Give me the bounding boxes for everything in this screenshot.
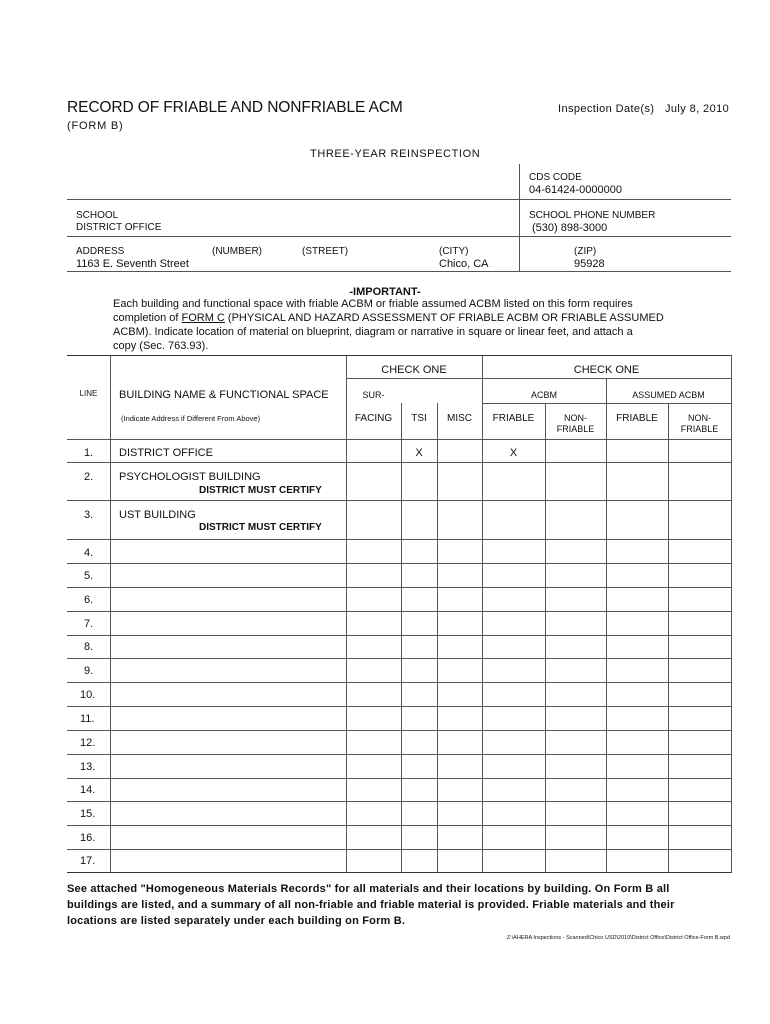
rule xyxy=(67,462,731,463)
rule xyxy=(67,754,731,755)
row-line: 9. xyxy=(84,665,94,677)
rule xyxy=(67,706,731,707)
zip-value: 95928 xyxy=(574,258,605,270)
row-line: 11. xyxy=(80,713,95,725)
file-path: Z:\AHERA Inspections - Scanned\Chico USD\2010\District Office\District Office-Form B.wpd xyxy=(506,935,730,941)
important-heading: -IMPORTANT- xyxy=(349,286,421,298)
building-header: BUILDING NAME & FUNCTIONAL SPACE xyxy=(119,389,329,401)
row-line: 10. xyxy=(80,689,96,701)
misc-header: MISC xyxy=(447,413,472,424)
row-line: 2. xyxy=(84,471,94,483)
check-one-header: CHECK ONE xyxy=(573,364,640,376)
footer-line-3: locations are listed separately under each building on Form B. xyxy=(67,915,406,927)
row-line: 14. xyxy=(80,784,96,796)
row-line: 5. xyxy=(84,570,94,582)
assumed-non-friable-header-1: NON- xyxy=(688,413,711,423)
school-label: SCHOOL xyxy=(76,210,119,221)
table-top-rule xyxy=(67,355,731,356)
row-note: DISTRICT MUST CERTIFY xyxy=(199,522,322,533)
number-label: (NUMBER) xyxy=(212,246,262,257)
table-bottom-rule xyxy=(67,872,731,873)
important-line-3: ACBM). Indicate location of material on blueprint, diagram or narrative in square or linear feet, and attach a xyxy=(113,326,633,338)
rule xyxy=(67,271,731,272)
row-building-name: UST BUILDING xyxy=(119,509,196,521)
row-building-name: DISTRICT OFFICE xyxy=(119,447,213,459)
row-line: 7. xyxy=(84,618,94,630)
inspection-date: July 8, 2010 xyxy=(665,103,730,115)
building-subheader: (Indicate Address if Different From Above) xyxy=(121,414,261,423)
address-label: ADDRESS xyxy=(76,246,125,257)
row-line: 4. xyxy=(84,547,94,559)
footer-line-1: See attached "Homogeneous Materials Records" for all materials and their locations by building. On Form B all xyxy=(67,883,670,895)
rule xyxy=(67,825,731,826)
acbm-header: ACBM xyxy=(530,390,557,400)
tsi-header: TSI xyxy=(411,413,427,424)
col-divider xyxy=(545,403,546,873)
rule xyxy=(67,563,731,564)
non-friable-header-1: NON- xyxy=(564,413,587,423)
rule xyxy=(67,658,731,659)
rule xyxy=(346,378,731,379)
rule xyxy=(67,439,731,440)
rule xyxy=(67,500,731,501)
row-line: 16. xyxy=(80,832,96,844)
assumed-friable-header: FRIABLE xyxy=(616,413,658,424)
rule xyxy=(67,236,731,237)
rule xyxy=(67,587,731,588)
phone-label: SCHOOL PHONE NUMBER xyxy=(529,210,656,221)
col-divider xyxy=(668,403,669,873)
row-line: 3. xyxy=(84,509,94,521)
col-divider xyxy=(346,355,347,873)
address-value: 1163 E. Seventh Street xyxy=(76,258,189,270)
row-building-name: PSYCHOLOGIST BUILDING xyxy=(119,471,261,483)
row-line: 8. xyxy=(84,641,94,653)
cds-label: CDS CODE xyxy=(529,172,582,183)
row-line: 15. xyxy=(80,808,96,820)
row-line: 1. xyxy=(84,447,94,459)
col-divider xyxy=(437,403,438,873)
rule xyxy=(67,539,731,540)
row-note: DISTRICT MUST CERTIFY xyxy=(199,485,322,496)
form-subtitle: (FORM B) xyxy=(67,120,124,132)
important-line-2: completion of FORM C (PHYSICAL AND HAZARD ASSESSMENT OF FRIABLE ACBM OR FRIABLE ASSUMED xyxy=(113,312,664,324)
sur-header: SUR- xyxy=(362,390,385,400)
rule xyxy=(67,849,731,850)
row-line: 12. xyxy=(80,737,96,749)
assumed-non-friable-header-2: FRIABLE xyxy=(680,424,719,434)
col-divider xyxy=(110,355,111,873)
row-line: 6. xyxy=(84,594,94,606)
row-line: 17. xyxy=(80,855,96,867)
cds-divider xyxy=(519,164,520,271)
footer-line-2: buildings are listed, and a summary of all non-friable and friable material is provided. Friable materials and their xyxy=(67,899,675,911)
rule xyxy=(67,730,731,731)
row-tsi-check: X xyxy=(415,447,423,459)
reinspection-heading: THREE-YEAR REINSPECTION xyxy=(310,148,481,160)
city-value: Chico, CA xyxy=(439,258,489,270)
assumed-acbm-header: ASSUMED ACBM xyxy=(632,390,705,400)
col-divider xyxy=(606,378,607,873)
line-header: LINE xyxy=(79,389,98,398)
important-line-4: copy (Sec. 763.93). xyxy=(113,340,209,352)
rule xyxy=(67,778,731,779)
form-c-link[interactable]: FORM C xyxy=(181,312,225,324)
row-friable-check: X xyxy=(509,447,518,459)
phone-value: (530) 898-3000 xyxy=(532,222,608,234)
col-divider xyxy=(731,355,732,873)
col-divider xyxy=(401,403,402,873)
city-label: (CITY) xyxy=(439,246,469,257)
check-one-header: CHECK ONE xyxy=(381,364,447,376)
important-line-1: Each building and functional space with friable ACBM or friable assumed ACBM listed on this form requires xyxy=(113,298,633,310)
inspection-label: Inspection Date(s) xyxy=(558,103,655,115)
row-line: 13. xyxy=(80,761,96,773)
rule xyxy=(67,611,731,612)
street-label: (STREET) xyxy=(302,246,349,257)
rule xyxy=(67,199,731,200)
rule xyxy=(67,801,731,802)
friable-header: FRIABLE xyxy=(492,413,535,424)
rule xyxy=(67,635,731,636)
rule xyxy=(67,682,731,683)
facing-header: FACING xyxy=(354,413,393,424)
zip-label: (ZIP) xyxy=(574,246,597,257)
col-divider xyxy=(482,355,483,873)
form-title: RECORD OF FRIABLE AND NONFRIABLE ACM xyxy=(67,99,403,116)
cds-value: 04-61424-0000000 xyxy=(529,184,622,196)
non-friable-header-2: FRIABLE xyxy=(556,424,595,434)
school-value: DISTRICT OFFICE xyxy=(76,222,162,233)
